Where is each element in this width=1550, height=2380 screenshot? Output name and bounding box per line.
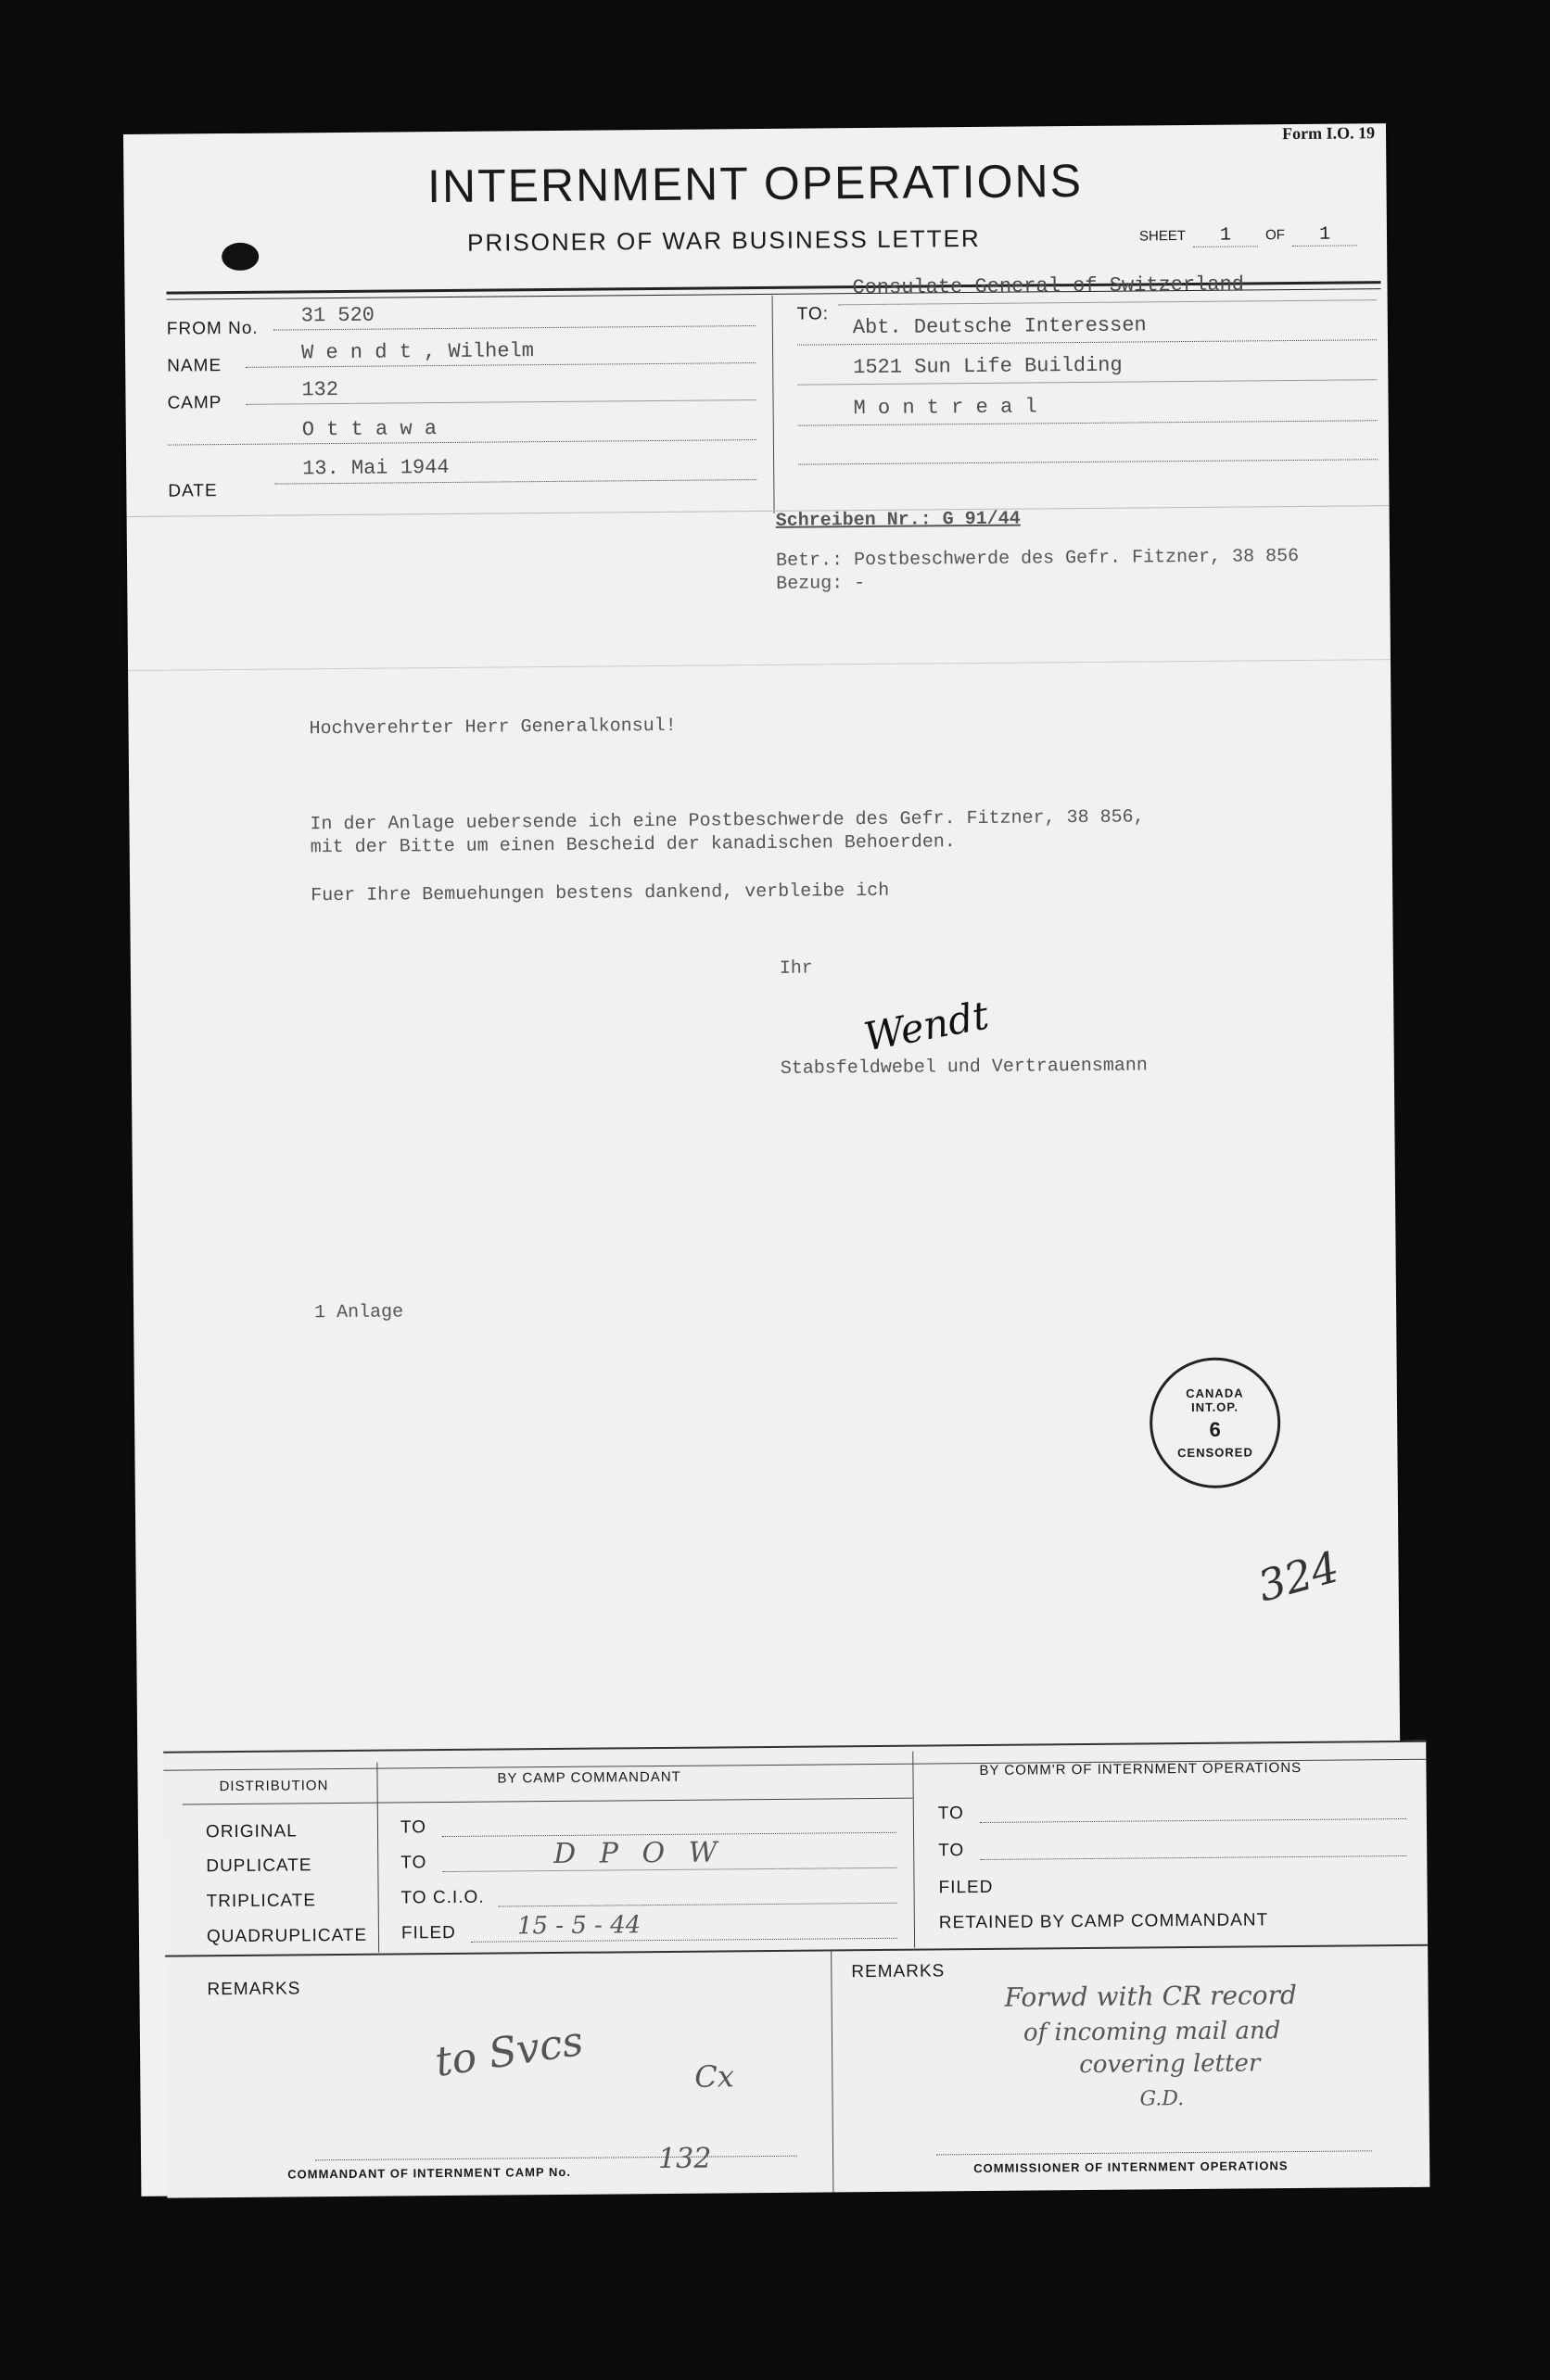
camp-number-handwritten: 132 xyxy=(657,2142,712,2176)
row-duplicate-value: D P O W xyxy=(553,1836,725,1871)
row-duplicate-label: DUPLICATE xyxy=(206,1855,312,1877)
of-label: OF xyxy=(1265,227,1286,244)
comm-row-1: TO xyxy=(937,1804,964,1824)
to-line-3: 1521 Sun Life Building xyxy=(853,353,1123,380)
name-value: W e n d t , Wilhelm xyxy=(300,339,535,365)
to-label: TO: xyxy=(796,304,830,324)
camp-commandant-header: BY CAMP COMMANDANT xyxy=(497,1768,681,1787)
comm-row-2: TO xyxy=(938,1841,965,1861)
distribution-layer xyxy=(123,123,1404,2196)
form-title: INTERNMENT OPERATIONS xyxy=(426,154,1084,213)
row-triplicate-prefix: TO C.I.O. xyxy=(400,1887,485,1908)
remarks-left-label: REMARKS xyxy=(207,1979,301,2000)
letter-reference: Bezug: - xyxy=(776,573,866,595)
date-label: DATE xyxy=(168,481,218,501)
row-original-prefix: TO xyxy=(400,1817,427,1838)
row-quadruplicate-label: QUADRUPLICATE xyxy=(206,1925,368,1947)
stamp-top-text: CANADA xyxy=(1186,1386,1244,1401)
letter-reference-number: Schreiben Nr.: G 91/44 xyxy=(775,508,1021,532)
remarks-left-initials: Cx xyxy=(694,2058,735,2095)
remarks-left-handwriting: to Svcs xyxy=(432,2017,587,2087)
signatory-title: Stabsfeldwebel und Vertrauensmann xyxy=(780,1055,1148,1080)
commissioner-header: BY COMM'R OF INTERNMENT OPERATIONS xyxy=(979,1759,1302,1779)
distribution-header: DISTRIBUTION xyxy=(219,1778,329,1795)
remarks-right-line-1: Forwd with CR record xyxy=(1004,1980,1297,2013)
row-original-label: ORIGINAL xyxy=(205,1821,298,1842)
letter-closing: Ihr xyxy=(779,957,813,980)
to-line-2: Abt. Deutsche Interessen xyxy=(852,313,1147,340)
remarks-right-line-3: covering letter xyxy=(1079,2049,1261,2080)
enclosure-note: 1 Anlage xyxy=(314,1301,404,1324)
date-value: 13. Mai 1944 xyxy=(302,455,450,481)
comm-row-filed: FILED xyxy=(938,1877,994,1898)
stamp-right-text: INT.OP. xyxy=(1191,1399,1239,1414)
letter-paragraph-1-line-2: mit der Bitte um einen Bescheid der kanadischen Behoerden. xyxy=(310,831,956,859)
from-no-value: 31 520 xyxy=(300,303,375,328)
comm-row-retained: RETAINED BY CAMP COMMANDANT xyxy=(938,1910,1269,1933)
letter-subject: Betr.: Postbeschwerde des Gefr. Fitzner, 38 856 xyxy=(775,545,1300,572)
sheet-value: 1 xyxy=(1193,224,1258,247)
commissioner-label: COMMISSIONER OF INTERNMENT OPERATIONS xyxy=(973,2158,1289,2176)
sheet-label: SHEET xyxy=(1138,228,1186,245)
remarks-right-label: REMARKS xyxy=(851,1961,946,1982)
stamp-number: 6 xyxy=(1209,1417,1221,1441)
from-no-label: FROM No. xyxy=(166,318,259,339)
camp-location-value: O t t a w a xyxy=(301,417,438,442)
row-quadruplicate-value: 15 - 5 - 44 xyxy=(516,1911,642,1941)
row-quadruplicate-prefix: FILED xyxy=(400,1922,456,1943)
camp-label: CAMP xyxy=(167,393,222,413)
form-subtitle: PRISONER OF WAR BUSINESS LETTER xyxy=(466,223,981,257)
remarks-right-initials: G.D. xyxy=(1139,2087,1185,2111)
of-value: 1 xyxy=(1292,223,1357,247)
signature: Wendt xyxy=(860,992,993,1060)
handwritten-page-number: 324 xyxy=(1252,1541,1345,1612)
remarks-right-line-2: of incoming mail and xyxy=(1023,2017,1281,2047)
to-line-1: Consulate General of Switzerland xyxy=(852,272,1245,300)
form-number: Form I.O. 19 xyxy=(1281,123,1376,144)
row-triplicate-label: TRIPLICATE xyxy=(206,1891,317,1912)
row-duplicate-prefix: TO xyxy=(400,1853,427,1873)
letter-salutation: Hochverehrter Herr Generalkonsul! xyxy=(309,715,677,741)
commandant-label: COMMANDANT OF INTERNMENT CAMP No. xyxy=(287,2164,572,2182)
distribution-section xyxy=(163,1741,1429,2198)
letter-paragraph-2: Fuer Ihre Bemuehungen bestens dankend, verbleibe ich xyxy=(311,880,890,907)
to-line-4: M o n t r e a l xyxy=(853,395,1037,421)
stamp-bottom-text: CENSORED xyxy=(1177,1445,1253,1461)
camp-value: 132 xyxy=(301,377,339,402)
letter-paragraph-1-line-1: In der Anlage uebersende ich eine Postbeschwerde des Gefr. Fitzner, 38 856, xyxy=(310,806,1145,836)
name-label: NAME xyxy=(167,356,222,376)
